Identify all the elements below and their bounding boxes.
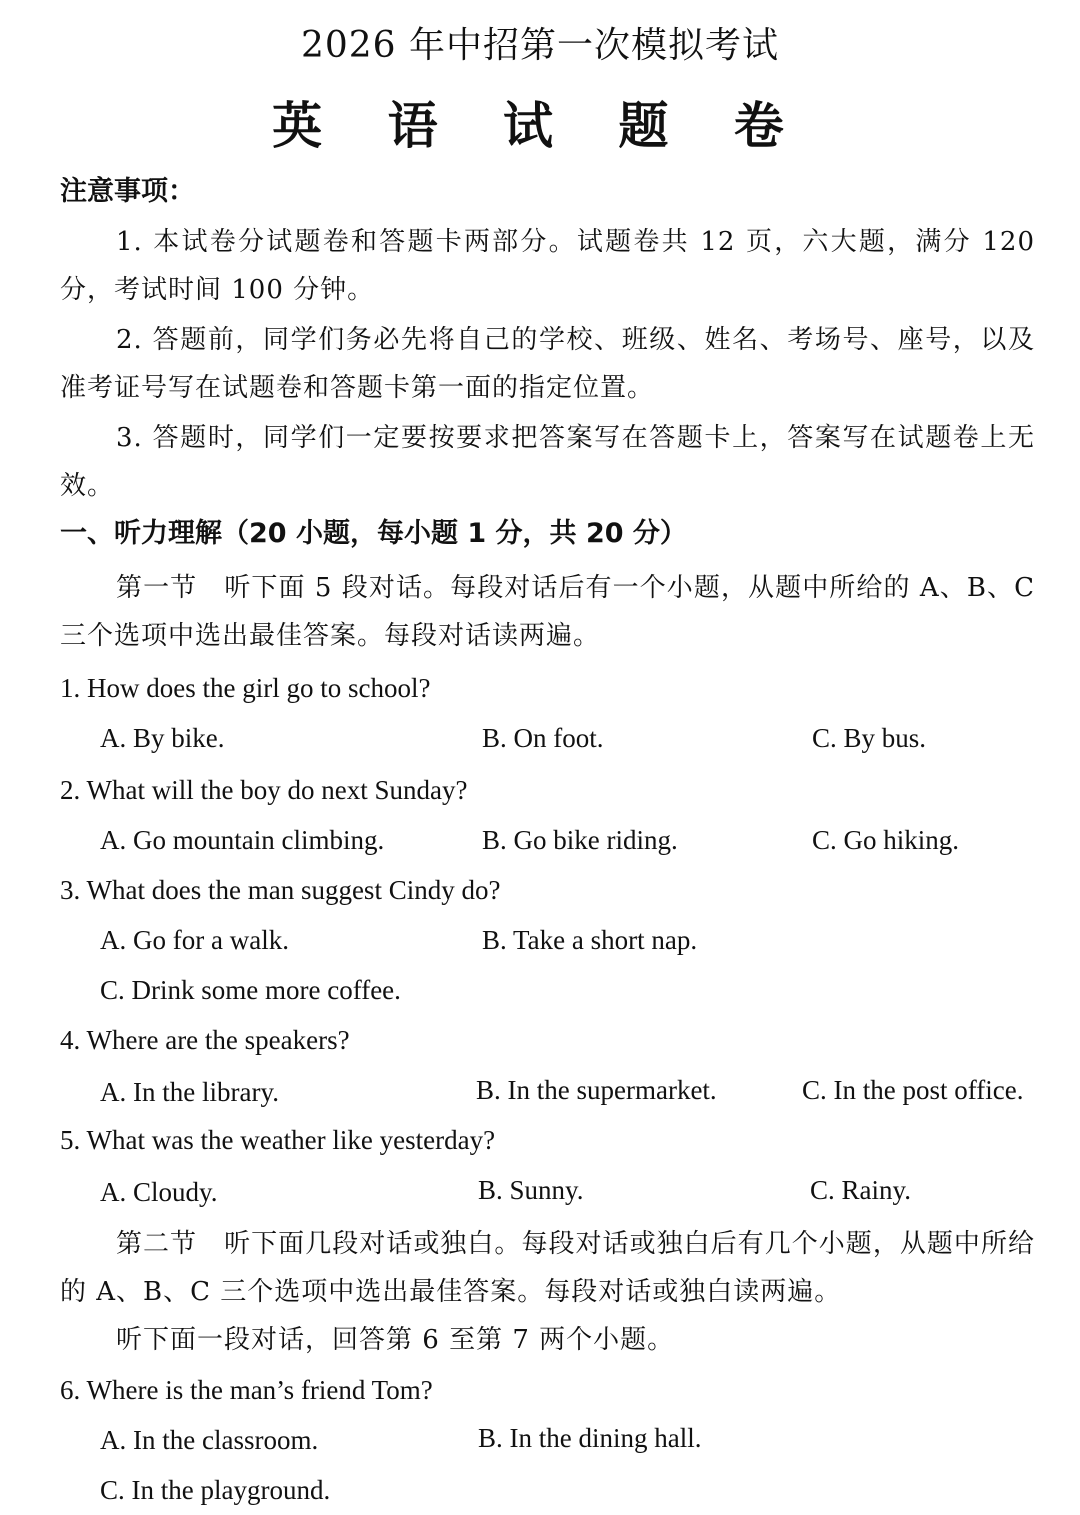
question-1-option-a: A. By bike.: [100, 723, 225, 753]
exam-subtitle: 英 语 试 题 卷: [272, 97, 808, 155]
question-3-option-c: C. Drink some more coffee.: [100, 975, 401, 1005]
question-6-option-a: A. In the classroom.: [100, 1425, 319, 1455]
question-4-option-a: A. In the library.: [100, 1077, 279, 1107]
dialogue-intro: 听下面一段对话，回答第 6 至第 7 两个小题。: [116, 1325, 675, 1355]
question-3-option-a: A. Go for a walk.: [100, 925, 289, 955]
question-5-stem: 5. What was the weather like yesterday?: [60, 1125, 496, 1155]
question-2-option-c: C. Go hiking.: [812, 825, 960, 855]
notice-item-3: 3. 答题时，同学们一定要按要求把答案写在答题卡上，答案写在试题卷上无效。: [60, 423, 1035, 501]
question-1-stem: 1. How does the girl go to school?: [60, 673, 431, 703]
question-6-option-b: B. In the dining hall.: [478, 1423, 702, 1453]
question-6-option-c: C. In the playground.: [100, 1475, 331, 1505]
exam-title: 2026 年中招第一次模拟考试: [300, 25, 780, 66]
question-1-option-c: C. By bus.: [812, 723, 927, 753]
question-3-stem: 3. What does the man suggest Cindy do?: [60, 875, 501, 905]
part2-instruction: 第二节 听下面几段对话或独白。每段对话或独白后有几个小题，从题中所给的 A、B、C 三个选项中选出最佳答案。每段对话或独白读两遍。: [60, 1229, 1035, 1307]
question-5-option-b: B. Sunny.: [478, 1175, 584, 1205]
question-2-option-a: A. Go mountain climbing.: [100, 825, 385, 855]
question-4-option-b: B. In the supermarket.: [476, 1075, 717, 1105]
question-4-stem: 4. Where are the speakers?: [60, 1025, 350, 1055]
section-heading: 一、听力理解（20 小题，每小题 1 分，共 20 分）: [60, 518, 687, 549]
question-3-option-b: B. Take a short nap.: [482, 925, 698, 955]
question-5-option-c: C. Rainy.: [810, 1175, 911, 1205]
part1-instruction: 第一节 听下面 5 段对话。每段对话后有一个小题，从题中所给的 A、B、C 三个选项中选出最佳答案。每段对话读两遍。: [60, 573, 1035, 651]
notice-heading: 注意事项：: [60, 176, 195, 207]
notice-item-2: 2. 答题前，同学们务必先将自己的学校、班级、姓名、考场号、座号，以及准考证号写在试题卷和答题卡第一面的指定位置。: [60, 325, 1035, 403]
question-5-option-a: A. Cloudy.: [100, 1177, 218, 1207]
notice-item-1: 1. 本试卷分试题卷和答题卡两部分。试题卷共 12 页，六大题，满分 120 分，考试时间 100 分钟。: [60, 227, 1035, 305]
question-2-stem: 2. What will the boy do next Sunday?: [60, 775, 468, 805]
question-6-stem: 6. Where is the man’s friend Tom?: [60, 1375, 433, 1405]
question-1-option-b: B. On foot.: [482, 723, 604, 753]
question-2-option-b: B. Go bike riding.: [482, 825, 678, 855]
question-4-option-c: C. In the post office.: [802, 1075, 1024, 1105]
